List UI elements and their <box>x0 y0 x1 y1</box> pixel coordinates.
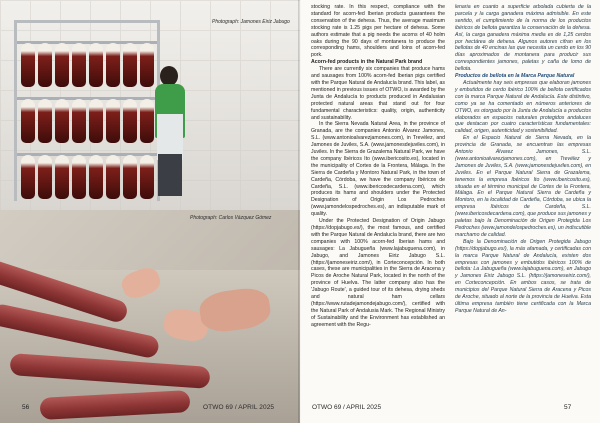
ham <box>38 155 52 199</box>
photo-caption-top: Photograph: Jamones Eiriz Jabugo <box>212 19 290 25</box>
ham <box>89 99 103 143</box>
ham <box>21 43 35 87</box>
ham <box>72 155 86 199</box>
photo-caption-bottom: Photograph: Carlos Vázquez Gómez <box>190 215 272 221</box>
ham <box>55 43 69 87</box>
ham <box>55 155 69 199</box>
paragraph: Actualmente hay seis empresas que elaboran jamones y embutidos de cerdo ibérico 100% de bellota certificados con la marca Parque Natural de Andalucía. Este distintivo, como ya se ha comentado en números anteriores de OTWO, es otorgado por la Junta de Andalucía a productos elaborados en espacios naturales protegidos andaluces que destacan por cuatro características fundamentales: calidad, origen, autenticidad y sostenibilidad. <box>455 79 591 135</box>
page-number-right: 57 <box>564 404 572 411</box>
worker-figure <box>152 66 188 196</box>
paragraph: In the Sierra Nevada Natural Area, in the province of Granada, are the companies Antonio Álvarez Jamones, S.L. (www.antonioalvarezjamones.com), in Trevélez, and Jamones de Juviles, S.A. (www.jamonesdejuviles.com), in Juviles. In the Sierra de Grazalema Natural Park, we have the company Ibéricos Ito (www.ibericosito.es), located in the municipality of Cortes de la Frontera, Málaga. In the Sierra de Cardeña y Montoro Natural Park, in the town of Cardeña, Córdoba, we have the company Ibéricos de Cardeña, S.L. (www.ibericosdecardena.com), which produces its hams and shoulders under the Protected Designation of Origin Los Pedroches (www.jamondelospedroches.es), an indisputable mark of quality. <box>311 121 445 218</box>
ham <box>89 155 103 199</box>
paragraph: Under the Protected Designation of Origin Jabugo (https://dopjabugo.es/), the most famous, and certified with the Parque Natural de Andalucía brand, there are two companies with 100% acorn-fed Iberian hams and sausages: La Jabugueña (www.lajabuguena.com), in Jabugo, and Jamones Eiriz Jabugo S.L. (https://jamoneseiriz.com/), in Corteconcepción. In both cases, these are municipalities in the Sierra de Aracena y Picos de Aroche Natural Park, located in the north of the province of Huelva. The latter company also has the 'Jabugo Route', a guided tour of its dehesa, drying sheds and natural ham cellars (https://www.rutadejamondejabugo.com/), certified with the Natural Park of Andalusia Mark. The Regional Ministry of Sustainability and the Environment has established an agreement with the Regu- <box>311 218 445 328</box>
ham <box>89 43 103 87</box>
ham <box>123 43 137 87</box>
page-number-left: 56 <box>22 404 30 411</box>
section-heading: Productos de bellota en la Marca Parque Natural <box>455 73 575 80</box>
ham <box>106 43 120 87</box>
paragraph: stocking rate. In this respect, compliance with the standard for acorn-fed Iberian products guarantees the conservation of the dehesa. Thus, the average maximum stocking rate is 1.25 pigs per hectare of dehesa. Some authors estimate that a pig needs the acorns of 40 holm oaks during the 90 days of montanera to produce the corresponding hams, shoulders and loins of acorn-fed pork. <box>311 4 445 59</box>
ham <box>123 99 137 143</box>
ham <box>123 155 137 199</box>
ham <box>21 155 35 199</box>
ham <box>38 99 52 143</box>
paragraph: Bajo la Denominación de Origen Protegida Jabugo (https://dopjabugo.es/), la más afamada, y certificadas con la marca Parque Natural de Andalucía, existen dos empresas con jamones y embutidos ibéricos 100% de bellota: La Jabugueña (www.lajabuguena.com), en Jabugo y Jamones Eiriz Jabugo S.L. (https://jamoneseiriz.com/), en Corteconcepción. En ambos casos, se trata de municipios del Parque Natural Sierra de Aracena y Picos de Aroche, situado al norte de la provincia de Huelva. Esta última empresa también tiene certificada con la Marca Parque Natural de An- <box>455 238 591 314</box>
paragraph: There are currently six companies that produce hams and sausages from 100% acorn-fed Iberian pigs certified with the Parque Natural de Andalucía brand. This label, as mentioned in previous issues of OTWO, is awarded by the Junta de Andalucía to products produced in Andalusian protected natural areas that stand out for four fundamental characteristics: quality, origin, authenticity and sustainability. <box>311 66 445 121</box>
ham <box>106 99 120 143</box>
spanish-text-column <box>455 4 591 315</box>
ham <box>106 155 120 199</box>
paragraph: En el Espacio Natural de Sierra Nevada, en la provincia de Granada, se encuentran las empresas Antonio Álvarez Jamones, S.L. (www.antonioalvarezjamones.com), en Trevélez y Jamones de Juviles, S.A. (www.jamonesdejuviles.com), en Juviles. En el Parque Natural Sierra de Grazalema, tenemos la empresa Ibéricos Ito (www.ibericosito.es), situada en el término municipal de Cortes de la Frontera, Málaga. En el Parque Natural Sierra de Cardeña y Montoro, en la localidad de Cardeña, Córdoba, se ubica la empresa Ibéricos de Cardeña, S.L. (www.ibericosdecardena.com), que produce sus jamones y paletas bajo la Denominación de Origen Protegida Los Pedroches (www.jamondelospedroches.es), un indiscutible marchamo de calidad. <box>455 135 591 238</box>
english-text-column <box>311 4 445 329</box>
ham <box>55 99 69 143</box>
ham-rack <box>14 20 160 201</box>
ham <box>72 99 86 143</box>
paragraph: lenaria en cuanto a superficie arbolada cubierta de la parcela y la carga ganadera máxima admisible. En este sentido, el cumplimiento de la norma de los productos ibéricos de bellota garantiza la conservación de la dehesa. Así, la carga ganadera máxima media es de 1,25 cerdos por hectárea de dehesa. Algunos autores cifran en los bellotas de 40 encinas las que necesita un cerdo en los 90 días aproximados de montanera para producir sus correspondientes jamones, paletas y caña de lomo de bellota. <box>455 4 591 73</box>
footer-left: OTWO 69 / APRIL 2025 <box>203 404 275 411</box>
ham <box>72 43 86 87</box>
ham <box>21 99 35 143</box>
footer-right: OTWO 69 / APRIL 2025 <box>312 404 382 411</box>
sausage-making-photo <box>0 210 300 423</box>
section-heading: Acorn-fed products in the Natural Park brand <box>311 59 423 66</box>
ham <box>38 43 52 87</box>
ham-drying-photo <box>0 0 300 210</box>
